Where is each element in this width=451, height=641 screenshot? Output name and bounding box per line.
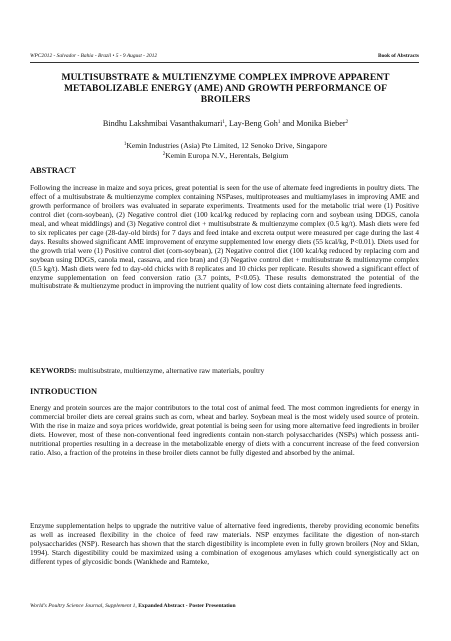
book-of-abstracts-label: Book of Abstracts (377, 53, 419, 59)
abstract-paragraph: Following the increase in maize and soya prices, great potential is seen for the use of alternate feed ingredients in poultry diets. The effect of a multisubstrate & multienzyme complex containing NSPases, multiproteases and multiamylases in improving AME and growth performance of broilers was evaluated in separate experiments. Treatments used for the metabolic trial were (1) Positive control diet (corn-soybean), (2) Negative control diet (100 kcal/kg reduced by replacing corn and soybean using DDGS, canola meal, and wheat middlings) and (3) Negative control diet + multisubstrate & multienzyme complex (0.5 kg/t). Mash diets were fed to six replicates per cage (28-day-old birds) for 7 days and feed intake and excreta output were measured per cage during the last 4 days. Results showed significant AME improvement of enzyme supplemented low energy diets (55 kcal/kg, P<0.01). Diets used for the growth trial were (1) Positive control diet (corn-soybean), (2) Negative control diet (100 kcal/kg reduced by replacing corn and soybean using DDGS, canola meal, cassava, and rice bran) and (3) Negative control diet + multisubstrate & multienzyme complex (0.5 kg/t). Mash diets were fed to day-old chicks with 8 replicates and 10 chicks per replicate. Results showed a significant effect of enzyme supplementation on feed conversion ratio (3.7 points, P<0.05). These results demonstrated the potential of the multisubstrate & multienzyme product in improving the nutrient quality of low cost diets containing alternate feed ingredients. (30, 183, 419, 291)
affiliation-mark: 1 (123, 142, 127, 147)
page-footer (30, 603, 419, 609)
header-divider (30, 62, 419, 63)
author-affiliation-mark: 1 (222, 120, 225, 125)
affiliation-text: Kemin Europa N.V., Herentals, Belgium (165, 150, 289, 160)
introduction-paragraph-1 (30, 404, 419, 458)
keywords-label: KEYWORDS: (30, 366, 77, 375)
affiliation-line (40, 151, 411, 161)
affiliations (40, 141, 411, 160)
author-list (40, 119, 411, 128)
running-header (30, 53, 419, 59)
conference-info: WPC2012 - Salvador - Bahia - Brazil • 5 - 9 August - 2012 (30, 53, 158, 59)
presentation-type: Expanded Abstract - Poster Presentation (138, 603, 236, 609)
author-affiliation-mark: 2 (345, 120, 349, 125)
affiliation-text: Kemin Industries (Asia) Pte Limited, 12 Senoko Drive, Singapore (126, 141, 328, 150)
introduction-text: Energy and protein sources are the major contributors to the total cost of animal feed. The most common ingredients for energy in commercial broiler diets are cereal grains such as corn, wheat and barley. Soybean meal is the most widely used source of protein. With the rise in maize and soya prices worldwide, great potential is being seen for using more alternative feed ingredients in broiler diets. However, most of these non-conventional feed ingredients contain non-starch polysaccharides (NSPs) which possess anti-nutritional properties resulting in a decrease in the metabolizable energy of diets with a concurrent increase of the feed conversion ratio. Also, a fraction of the proteins in these broiler diets cannot be fully digested and absorbed by the animal. (30, 403, 419, 457)
author-name: Lay-Beng Goh (228, 119, 278, 128)
abstract-heading: ABSTRACT (30, 166, 76, 175)
author-affiliation-mark: 1 (277, 120, 281, 125)
paper-title: MULTISUBSTRATE & MULTIENZYME COMPLEX IMPROVE APPARENT METABOLIZABLE ENERGY (AME) AND GROWTH PERFORMANCE OF BROILERS (61, 72, 390, 106)
author-separator: , (224, 119, 229, 128)
abstract-body (30, 184, 419, 291)
keywords-line (30, 366, 419, 375)
introduction-text: Enzyme supplementation helps to upgrade the nutritive value of alternative feed ingredients, thereby providing economic benefits as well as increased flexibility in the choice of feed raw materials. NSP enzymes facilitate the digestion of non-starch polysaccharides (NSP). Research has shown that the starch digestibility is incomplete even in fully grown broilers (Noy and Sklan, 1994). Starch digestibility could be maximized using a combination of exogenous amylases which could synergistically act on different types of glycosidic bonds (Wankhede and Ramteke, (30, 521, 419, 566)
keywords-text: multisubstrate, multienzyme, alternative raw materials, poultry (76, 366, 265, 375)
introduction-paragraph-2 (30, 522, 419, 567)
author-name: Monika Bieber (296, 119, 346, 128)
journal-citation: World's Poultry Science Journal, Supplement 1, (30, 603, 139, 609)
author-name: Bindhu Lakshmibai Vasanthakumari (102, 119, 223, 128)
affiliation-mark: 2 (162, 151, 166, 157)
author-separator: and (280, 119, 297, 128)
introduction-heading: INTRODUCTION (30, 387, 98, 396)
affiliation-line (40, 141, 411, 151)
